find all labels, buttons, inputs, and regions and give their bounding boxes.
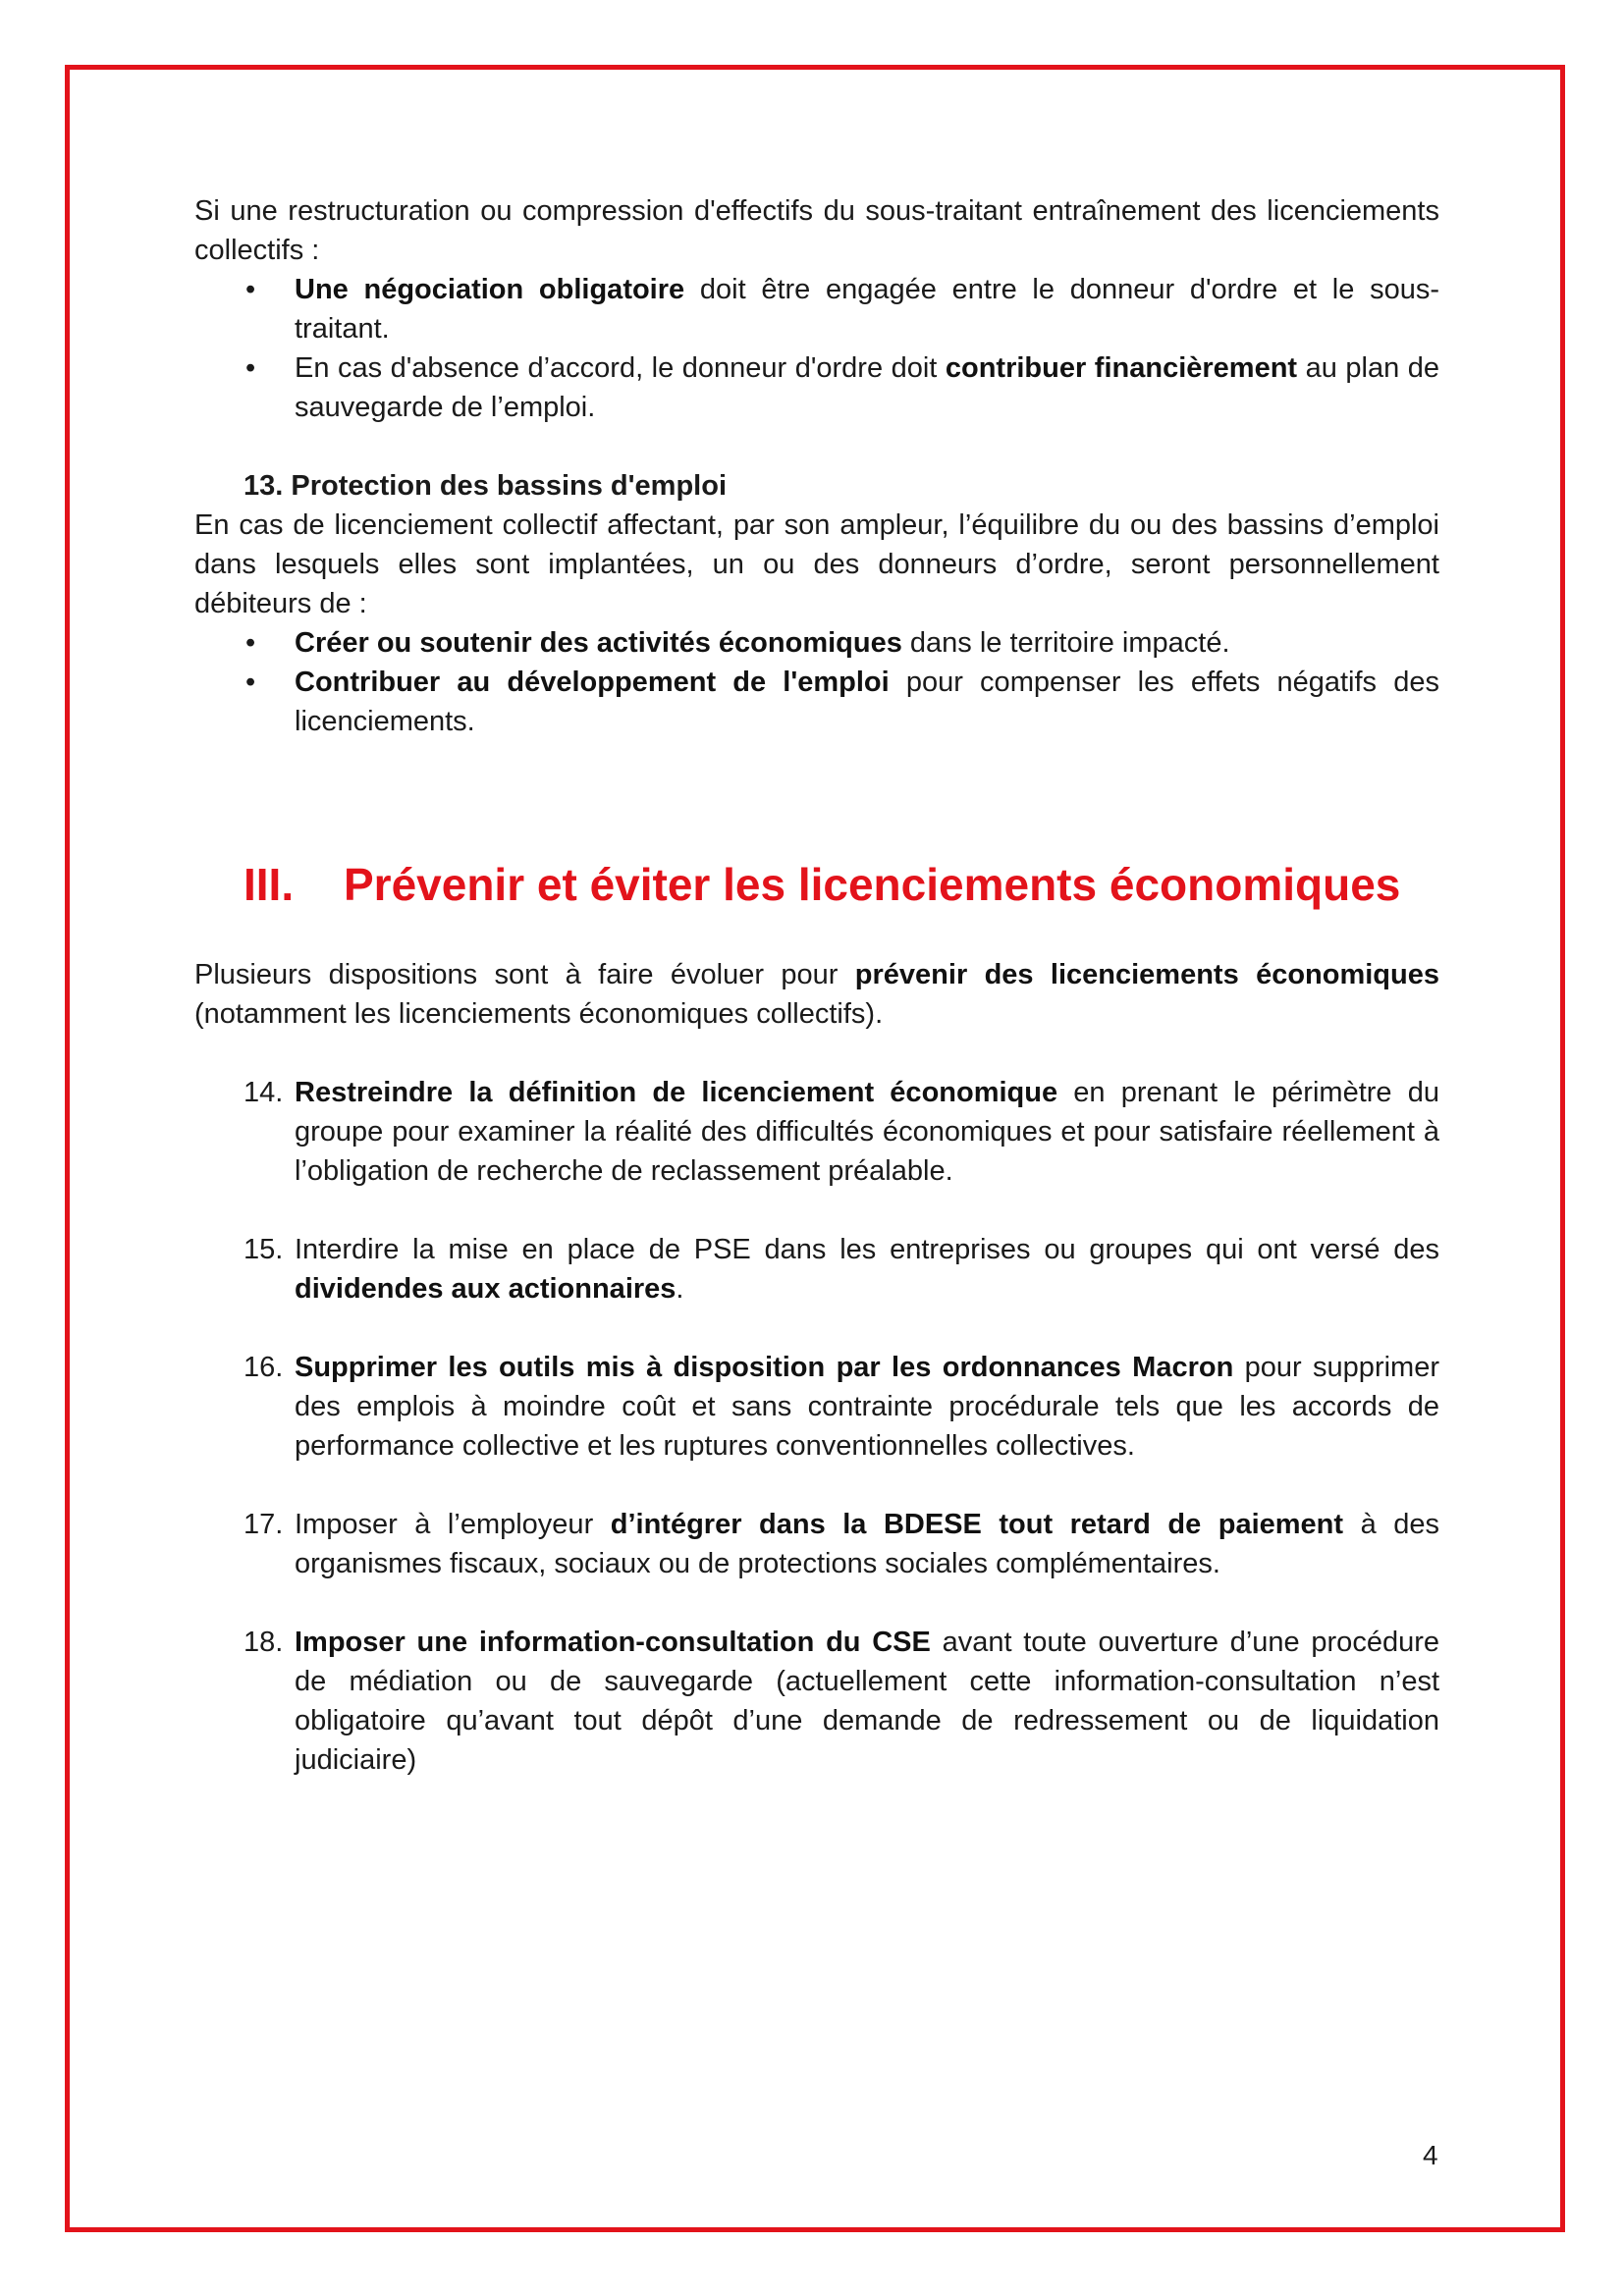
bullet-bold: contribuer financièrement bbox=[945, 352, 1298, 384]
numbered-item-15 bbox=[194, 1230, 1439, 1308]
item-bold: Imposer une information-consultation du CSE bbox=[295, 1627, 931, 1658]
section-title bbox=[194, 857, 1439, 912]
page-number: 4 bbox=[1423, 2140, 1438, 2170]
item-bold: dividendes aux actionnaires bbox=[295, 1273, 677, 1305]
item-text: à des organismes fiscaux, sociaux ou de protections sociales complémentaires. bbox=[295, 1509, 1439, 1579]
item-number: 15. bbox=[244, 1234, 284, 1265]
item-bold: d’intégrer dans la BDESE tout retard de paiement bbox=[610, 1509, 1344, 1540]
bullet-bold: Contribuer au développement de l'emploi bbox=[295, 667, 890, 698]
page-content bbox=[194, 191, 1439, 1780]
item-number: 14. bbox=[244, 1077, 284, 1108]
block2-intro: En cas de licenciement collectif affectant, par son ampleur, l’équilibre du ou des bassins d’emploi dans lesquels elles sont implantées, un ou des donneurs d’ordre, seront personnellement débiteurs de : bbox=[194, 509, 1439, 619]
block1-intro: Si une restructuration ou compression d'effectifs du sous-traitant entraînement des licenciements collectifs : bbox=[194, 195, 1439, 266]
item-text: en prenant le périmètre du groupe pour examiner la réalité des difficultés économiques et pour satisfaire réellement à l’obligation de recherche de reclassement préalable. bbox=[295, 1077, 1439, 1187]
bullet-icon: • bbox=[245, 627, 256, 659]
heading-number: 13. bbox=[244, 470, 284, 502]
bullet-icon: • bbox=[245, 352, 256, 384]
item-number: 18. bbox=[244, 1627, 284, 1658]
item-text: Interdire la mise en place de PSE dans les entreprises ou groupes qui ont versé des bbox=[295, 1234, 1439, 1265]
list-item bbox=[194, 270, 1439, 348]
list-item bbox=[194, 348, 1439, 427]
numbered-item-16 bbox=[194, 1348, 1439, 1466]
bullet-icon: • bbox=[245, 667, 256, 698]
block2-bullet-list bbox=[194, 623, 1439, 741]
item-number: 17. bbox=[244, 1509, 284, 1540]
heading-text: Protection des bassins d'emploi bbox=[291, 470, 727, 502]
section-heading: Prévenir et éviter les licenciements économiques bbox=[344, 859, 1401, 910]
bullet-icon: • bbox=[245, 274, 256, 305]
numbered-item-14 bbox=[194, 1073, 1439, 1191]
bullet-text: doit être engagée entre le donneur d'ordre et le sous-traitant. bbox=[295, 274, 1440, 345]
numbered-item-18 bbox=[194, 1623, 1439, 1780]
bullet-text: En cas d'absence d’accord, le donneur d'ordre doit bbox=[295, 352, 946, 384]
list-item bbox=[194, 663, 1439, 741]
list-item bbox=[194, 623, 1439, 663]
block1-bullet-list bbox=[194, 270, 1439, 427]
bullet-bold: Créer ou soutenir des activités économiques bbox=[295, 627, 902, 659]
bullet-text: pour compenser les effets négatifs des licenciements. bbox=[295, 667, 1439, 737]
section3-intro bbox=[194, 955, 1439, 1034]
item-number: 16. bbox=[244, 1352, 284, 1383]
intro-text: Plusieurs dispositions sont à faire évoluer pour bbox=[194, 959, 855, 990]
item-text: avant toute ouverture d’une procédure de médiation ou de sauvegarde (actuellement cette information-consultation n’est obligatoire qu’avant tout dépôt d’une demande de redressement ou de liquidation judiciaire) bbox=[295, 1627, 1439, 1776]
section-number: III. bbox=[244, 859, 295, 910]
heading-13 bbox=[194, 466, 1439, 506]
item-text: pour supprimer des emplois à moindre coût et sans contrainte procédurale tels que les accords de performance collective et les ruptures conventionnelles collectives. bbox=[295, 1352, 1439, 1462]
item-text: Imposer à l’employeur bbox=[295, 1509, 611, 1540]
item-bold: Restreindre la définition de licenciement économique bbox=[295, 1077, 1058, 1108]
bullet-text: dans le territoire impacté. bbox=[901, 627, 1230, 659]
intro-text: (notamment les licenciements économiques collectifs). bbox=[194, 998, 884, 1030]
item-text: . bbox=[676, 1273, 684, 1305]
numbered-item-17 bbox=[194, 1505, 1439, 1583]
bullet-text: au plan de sauvegarde de l’emploi. bbox=[295, 352, 1440, 423]
bullet-bold: Une négociation obligatoire bbox=[295, 274, 685, 305]
intro-bold: prévenir des licenciements économiques bbox=[854, 959, 1439, 990]
item-bold: Supprimer les outils mis à disposition par les ordonnances Macron bbox=[295, 1352, 1234, 1383]
